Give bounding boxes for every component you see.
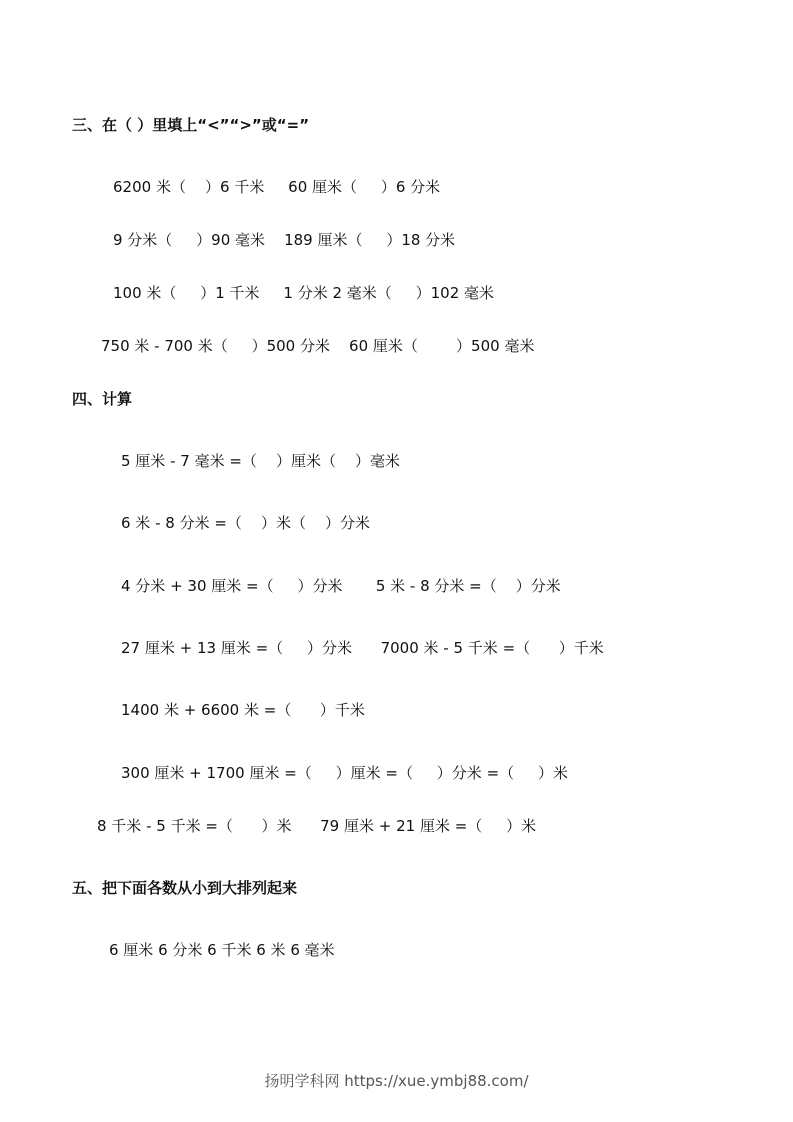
section-3-heading: 三、在（ ）里填上“<”“>”或“=” <box>72 116 310 134</box>
calc-line-3: 4 分米 + 30 厘米 =（ ）分米 5 米 - 8 分米 =（ ）分米 <box>121 577 561 595</box>
compare-line-1: 6200 米（ ）6 千米 60 厘米（ ）6 分米 <box>113 178 441 196</box>
footer-source: 扬明学科网 https://xue.ymbj88.com/ <box>264 1072 529 1090</box>
calc-line-7: 8 千米 - 5 千米 =（ ）米 79 厘米 + 21 厘米 =（ ）米 <box>97 817 537 835</box>
calc-line-1: 5 厘米 - 7 毫米 =（ ）厘米（ ）毫米 <box>121 452 401 470</box>
section-5-heading: 五、把下面各数从小到大排列起来 <box>72 879 298 897</box>
ordering-line: 6 厘米 6 分米 6 千米 6 米 6 毫米 <box>109 941 335 959</box>
compare-line-3: 100 米（ ）1 千米 1 分米 2 毫米（ ）102 毫米 <box>113 284 495 302</box>
calc-line-2: 6 米 - 8 分米 =（ ）米（ ）分米 <box>121 514 371 532</box>
calc-line-4: 27 厘米 + 13 厘米 =（ ）分米 7000 米 - 5 千米 =（ ）千米 <box>121 639 604 657</box>
section-4-heading: 四、计算 <box>72 390 133 408</box>
compare-line-2: 9 分米（ ）90 毫米 189 厘米（ ）18 分米 <box>113 231 456 249</box>
calc-line-6: 300 厘米 + 1700 厘米 =（ ）厘米 =（ ）分米 =（ ）米 <box>121 764 568 782</box>
calc-line-5: 1400 米 + 6600 米 =（ ）千米 <box>121 701 365 719</box>
compare-line-4: 750 米 - 700 米（ ）500 分米 60 厘米（ ）500 毫米 <box>101 337 535 355</box>
